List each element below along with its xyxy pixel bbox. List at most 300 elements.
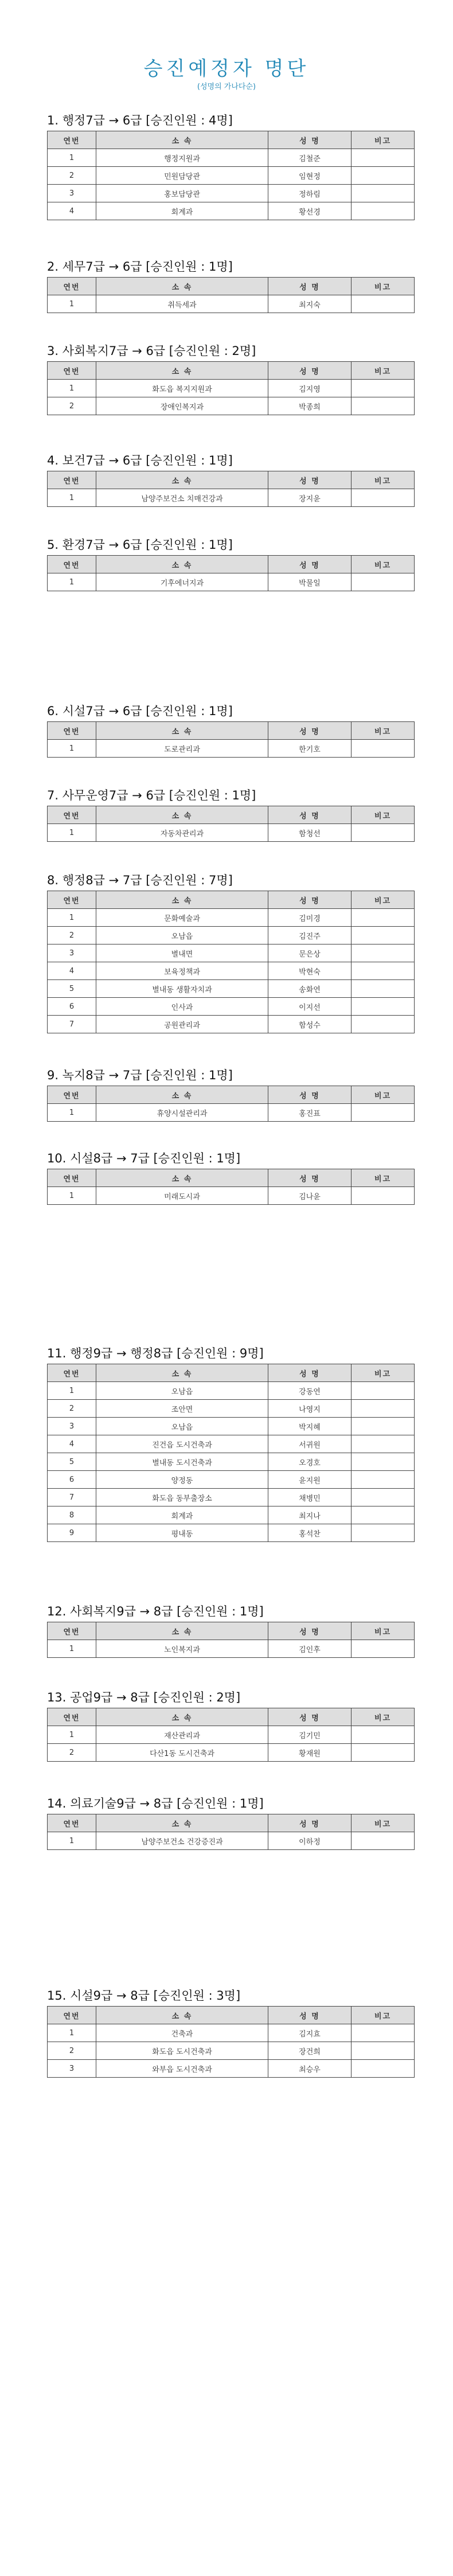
promotion-section [47, 1987, 414, 2078]
section-title: 2. 세무7급 → 6급 [승진인원 : 1명] [47, 260, 233, 274]
cell-note [352, 2042, 415, 2060]
table-row [48, 980, 415, 998]
cell-no: 6 [48, 1471, 96, 1489]
table-row [48, 1726, 415, 1744]
header-name: 성 명 [268, 471, 352, 489]
cell-no: 2 [48, 167, 96, 185]
cell-no: 1 [48, 909, 96, 927]
cell-no: 7 [48, 1489, 96, 1506]
cell-name: 장지윤 [268, 489, 352, 507]
cell-no: 1 [48, 824, 96, 842]
cell-dept: 다산1동 도시건축과 [96, 1744, 268, 1762]
table-row [48, 1400, 415, 1418]
table-row [48, 1832, 415, 1850]
cell-note [352, 1453, 415, 1471]
header-no: 연번 [48, 1364, 96, 1382]
table-row [48, 944, 415, 962]
cell-no: 4 [48, 962, 96, 980]
cell-name: 김인후 [268, 1640, 352, 1658]
promotion-table [47, 1086, 415, 1122]
cell-note [352, 1400, 415, 1418]
cell-note [352, 1524, 415, 1542]
header-no: 연번 [48, 471, 96, 489]
header-no: 연번 [48, 556, 96, 573]
header-dept: 소 속 [96, 1364, 268, 1382]
section-title: 5. 환경7급 → 6급 [승진인원 : 1명] [47, 538, 233, 552]
header-no: 연번 [48, 1814, 96, 1832]
header-no: 연번 [48, 722, 96, 740]
promotion-section [47, 787, 414, 842]
table-row [48, 1489, 415, 1506]
section-title: 3. 사회복지7급 → 6급 [승진인원 : 2명] [47, 344, 256, 358]
header-dept: 소 속 [96, 1708, 268, 1726]
cell-dept: 미래도시과 [96, 1187, 268, 1205]
cell-no: 1 [48, 1187, 96, 1205]
cell-name: 함청선 [268, 824, 352, 842]
table-header-row [48, 471, 415, 489]
table-row [48, 962, 415, 980]
table-row [48, 1382, 415, 1400]
cell-name: 황재원 [268, 1744, 352, 1762]
cell-name: 최승우 [268, 2060, 352, 2078]
header-no: 연번 [48, 1622, 96, 1640]
cell-no: 2 [48, 397, 96, 415]
cell-dept: 자동차관리과 [96, 824, 268, 842]
header-name: 성 명 [268, 1086, 352, 1104]
table-row [48, 1435, 415, 1453]
cell-note [352, 1016, 415, 1033]
header-name: 성 명 [268, 1364, 352, 1382]
promotion-table [47, 2006, 415, 2078]
promotion-section [47, 1689, 414, 1762]
cell-no: 6 [48, 998, 96, 1016]
cell-no: 2 [48, 1400, 96, 1418]
promotion-table [47, 1169, 415, 1205]
header-dept: 소 속 [96, 806, 268, 824]
cell-dept: 남양주보건소 건강증진과 [96, 1832, 268, 1850]
promotion-table [47, 1622, 415, 1658]
cell-name: 송화연 [268, 980, 352, 998]
cell-no: 8 [48, 1506, 96, 1524]
cell-note [352, 909, 415, 927]
promotion-section [47, 112, 414, 220]
section-title: 9. 녹지8급 → 7급 [승진인원 : 1명] [47, 1068, 233, 1082]
table-row [48, 167, 415, 185]
promotion-section [47, 872, 414, 1033]
cell-no: 3 [48, 1418, 96, 1435]
header-name: 성 명 [268, 806, 352, 824]
promotion-section [47, 342, 414, 415]
cell-name: 박현숙 [268, 962, 352, 980]
cell-note [352, 1418, 415, 1435]
cell-no: 1 [48, 1726, 96, 1744]
cell-dept: 도로관리과 [96, 740, 268, 758]
cell-no: 5 [48, 980, 96, 998]
cell-no: 1 [48, 295, 96, 313]
table-row [48, 740, 415, 758]
promotion-table [47, 277, 415, 313]
cell-name: 김지효 [268, 2024, 352, 2042]
header-name: 성 명 [268, 362, 352, 380]
cell-dept: 별내면 [96, 944, 268, 962]
cell-name: 박종희 [268, 397, 352, 415]
cell-dept: 별내동 생활자치과 [96, 980, 268, 998]
header-dept: 소 속 [96, 1622, 268, 1640]
cell-note [352, 149, 415, 167]
cell-note [352, 295, 415, 313]
section-title: 13. 공업9급 → 8급 [승진인원 : 2명] [47, 1691, 241, 1704]
cell-note [352, 944, 415, 962]
header-no: 연번 [48, 2007, 96, 2024]
header-no: 연번 [48, 362, 96, 380]
cell-note [352, 1382, 415, 1400]
table-row [48, 1471, 415, 1489]
cell-dept: 인사과 [96, 998, 268, 1016]
page-title: 승진예정자 명단 [143, 57, 310, 80]
header-note: 비고 [352, 362, 415, 380]
table-header-row [48, 362, 415, 380]
cell-no: 4 [48, 1435, 96, 1453]
table-row [48, 380, 415, 397]
header-name: 성 명 [268, 1814, 352, 1832]
promotion-section [47, 452, 414, 507]
cell-name: 황선경 [268, 202, 352, 220]
table-header-row [48, 1169, 415, 1187]
table-header-row [48, 722, 415, 740]
cell-dept: 별내동 도시건축과 [96, 1453, 268, 1471]
promotion-table [47, 361, 415, 415]
header-dept: 소 속 [96, 471, 268, 489]
cell-no: 1 [48, 1640, 96, 1658]
header-note: 비고 [352, 278, 415, 295]
header-no: 연번 [48, 131, 96, 149]
header-no: 연번 [48, 1708, 96, 1726]
cell-name: 홍진표 [268, 1104, 352, 1122]
cell-no: 1 [48, 380, 96, 397]
cell-name: 김기민 [268, 1726, 352, 1744]
header-name: 성 명 [268, 2007, 352, 2024]
header-name: 성 명 [268, 278, 352, 295]
header-note: 비고 [352, 806, 415, 824]
promotion-section [47, 1345, 414, 1542]
header-note: 비고 [352, 2007, 415, 2024]
cell-dept: 보육정책과 [96, 962, 268, 980]
cell-note [352, 167, 415, 185]
promotion-table [47, 1708, 415, 1762]
header-dept: 소 속 [96, 2007, 268, 2024]
cell-dept: 장애인복지과 [96, 397, 268, 415]
table-row [48, 202, 415, 220]
header-note: 비고 [352, 891, 415, 909]
cell-no: 9 [48, 1524, 96, 1542]
cell-name: 홍석찬 [268, 1524, 352, 1542]
cell-name: 박지혜 [268, 1418, 352, 1435]
table-header-row [48, 556, 415, 573]
cell-no: 1 [48, 1832, 96, 1850]
header-no: 연번 [48, 1169, 96, 1187]
table-row [48, 927, 415, 944]
cell-note [352, 927, 415, 944]
table-header-row [48, 131, 415, 149]
cell-dept: 오남읍 [96, 927, 268, 944]
cell-name: 장건희 [268, 2042, 352, 2060]
cell-no: 1 [48, 2024, 96, 2042]
cell-no: 1 [48, 740, 96, 758]
promotion-section [47, 258, 414, 313]
promotion-section [47, 1067, 414, 1122]
cell-note [352, 2024, 415, 2042]
promotion-table [47, 891, 415, 1033]
header-name: 성 명 [268, 1169, 352, 1187]
header-dept: 소 속 [96, 556, 268, 573]
table-header-row [48, 1364, 415, 1382]
cell-note [352, 962, 415, 980]
cell-dept: 공원관리과 [96, 1016, 268, 1033]
table-header-row [48, 1086, 415, 1104]
cell-note [352, 573, 415, 591]
header-dept: 소 속 [96, 1169, 268, 1187]
section-title: 15. 시설9급 → 8급 [승진인원 : 3명] [47, 1989, 241, 2003]
cell-name: 이하정 [268, 1832, 352, 1850]
header-note: 비고 [352, 556, 415, 573]
header-note: 비고 [352, 1364, 415, 1382]
header-dept: 소 속 [96, 131, 268, 149]
cell-note [352, 740, 415, 758]
header-dept: 소 속 [96, 722, 268, 740]
header-dept: 소 속 [96, 1814, 268, 1832]
section-title: 10. 시설8급 → 7급 [승진인원 : 1명] [47, 1152, 241, 1165]
promotion-section [47, 1603, 414, 1658]
header-dept: 소 속 [96, 362, 268, 380]
cell-dept: 민원담당관 [96, 167, 268, 185]
cell-dept: 조안면 [96, 1400, 268, 1418]
header-note: 비고 [352, 1708, 415, 1726]
cell-name: 임현정 [268, 167, 352, 185]
cell-dept: 와부읍 도시건축과 [96, 2060, 268, 2078]
table-row [48, 1453, 415, 1471]
cell-note [352, 998, 415, 1016]
cell-dept: 회계과 [96, 202, 268, 220]
header-dept: 소 속 [96, 1086, 268, 1104]
table-row [48, 1187, 415, 1205]
header-no: 연번 [48, 1086, 96, 1104]
cell-name: 김철준 [268, 149, 352, 167]
header-no: 연번 [48, 891, 96, 909]
promotion-table [47, 1814, 415, 1850]
cell-dept: 오남읍 [96, 1418, 268, 1435]
header-name: 성 명 [268, 891, 352, 909]
table-row [48, 824, 415, 842]
cell-dept: 홍보담당관 [96, 185, 268, 202]
cell-dept: 문화예술과 [96, 909, 268, 927]
cell-no: 2 [48, 927, 96, 944]
cell-name: 김미경 [268, 909, 352, 927]
cell-no: 3 [48, 185, 96, 202]
cell-name: 박물일 [268, 573, 352, 591]
cell-name: 채병민 [268, 1489, 352, 1506]
cell-note [352, 2060, 415, 2078]
table-header-row [48, 1622, 415, 1640]
cell-no: 4 [48, 202, 96, 220]
table-row [48, 1524, 415, 1542]
header-note: 비고 [352, 131, 415, 149]
cell-no: 2 [48, 2042, 96, 2060]
cell-name: 나영지 [268, 1400, 352, 1418]
cell-name: 윤지원 [268, 1471, 352, 1489]
section-title: 12. 사회복지9급 → 8급 [승진인원 : 1명] [47, 1605, 264, 1618]
table-header-row [48, 278, 415, 295]
cell-note [352, 185, 415, 202]
cell-dept: 화도읍 동부출장소 [96, 1489, 268, 1506]
page-subtitle: (성명의 가나다순) [197, 83, 256, 91]
cell-name: 강동연 [268, 1382, 352, 1400]
cell-note [352, 380, 415, 397]
cell-note [352, 1489, 415, 1506]
cell-note [352, 1640, 415, 1658]
cell-note [352, 1471, 415, 1489]
header-name: 성 명 [268, 1708, 352, 1726]
cell-dept: 진건읍 도시건축과 [96, 1435, 268, 1453]
cell-dept: 평내동 [96, 1524, 268, 1542]
header-note: 비고 [352, 722, 415, 740]
cell-dept: 남양주보건소 치매건강과 [96, 489, 268, 507]
cell-name: 함성수 [268, 1016, 352, 1033]
cell-dept: 휴양시설관리과 [96, 1104, 268, 1122]
cell-no: 5 [48, 1453, 96, 1471]
cell-name: 한기호 [268, 740, 352, 758]
cell-dept: 건축과 [96, 2024, 268, 2042]
table-row [48, 998, 415, 1016]
header-dept: 소 속 [96, 891, 268, 909]
cell-no: 3 [48, 944, 96, 962]
section-title: 1. 행정7급 → 6급 [승진인원 : 4명] [47, 114, 233, 127]
section-title: 7. 사무운영7급 → 6급 [승진인원 : 1명] [47, 789, 256, 802]
cell-name: 이지선 [268, 998, 352, 1016]
header-no: 연번 [48, 806, 96, 824]
table-row [48, 2024, 415, 2042]
cell-name: 오경호 [268, 1453, 352, 1471]
section-title: 14. 의료기술9급 → 8급 [승진인원 : 1명] [47, 1797, 264, 1810]
table-row [48, 1104, 415, 1122]
cell-no: 1 [48, 1382, 96, 1400]
cell-note [352, 824, 415, 842]
cell-name: 최지숙 [268, 295, 352, 313]
table-row [48, 2042, 415, 2060]
header-name: 성 명 [268, 1622, 352, 1640]
cell-dept: 오남읍 [96, 1382, 268, 1400]
header-note: 비고 [352, 1169, 415, 1187]
table-header-row [48, 891, 415, 909]
header-name: 성 명 [268, 131, 352, 149]
cell-no: 2 [48, 1744, 96, 1762]
cell-note [352, 1726, 415, 1744]
cell-no: 3 [48, 2060, 96, 2078]
cell-no: 1 [48, 573, 96, 591]
cell-dept: 취득세과 [96, 295, 268, 313]
cell-dept: 재산관리과 [96, 1726, 268, 1744]
cell-no: 1 [48, 149, 96, 167]
table-header-row [48, 806, 415, 824]
cell-name: 김진주 [268, 927, 352, 944]
cell-name: 김지영 [268, 380, 352, 397]
cell-note [352, 1187, 415, 1205]
cell-note [352, 489, 415, 507]
cell-dept: 회계과 [96, 1506, 268, 1524]
cell-name: 최지나 [268, 1506, 352, 1524]
cell-note [352, 1744, 415, 1762]
promotion-table [47, 806, 415, 842]
table-header-row [48, 1814, 415, 1832]
table-row [48, 295, 415, 313]
promotion-table [47, 131, 415, 220]
cell-note [352, 1832, 415, 1850]
table-row [48, 1640, 415, 1658]
promotion-table [47, 721, 415, 758]
header-note: 비고 [352, 1814, 415, 1832]
cell-dept: 행정지원과 [96, 149, 268, 167]
header-dept: 소 속 [96, 278, 268, 295]
header-name: 성 명 [268, 722, 352, 740]
cell-dept: 화도읍 복지지원과 [96, 380, 268, 397]
promotion-section [47, 1795, 414, 1850]
table-row [48, 1418, 415, 1435]
promotion-section [47, 702, 414, 758]
promotion-table [47, 471, 415, 507]
promotion-table [47, 555, 415, 591]
table-row [48, 909, 415, 927]
promotion-section [47, 1150, 414, 1205]
section-title: 6. 시설7급 → 6급 [승진인원 : 1명] [47, 704, 233, 718]
cell-dept: 노인복지과 [96, 1640, 268, 1658]
section-title: 4. 보건7급 → 6급 [승진인원 : 1명] [47, 454, 233, 467]
cell-note [352, 202, 415, 220]
cell-note [352, 397, 415, 415]
header-name: 성 명 [268, 556, 352, 573]
cell-note [352, 1506, 415, 1524]
promotion-section [47, 536, 414, 591]
section-title: 11. 행정9급 → 행정8급 [승진인원 : 9명] [47, 1346, 264, 1360]
table-row [48, 489, 415, 507]
promotion-table [47, 1364, 415, 1542]
cell-name: 김나윤 [268, 1187, 352, 1205]
table-row [48, 397, 415, 415]
table-row [48, 1506, 415, 1524]
header-note: 비고 [352, 471, 415, 489]
cell-no: 1 [48, 1104, 96, 1122]
header-note: 비고 [352, 1086, 415, 1104]
cell-name: 정하림 [268, 185, 352, 202]
cell-note [352, 1104, 415, 1122]
cell-no: 7 [48, 1016, 96, 1033]
table-row [48, 2060, 415, 2078]
cell-dept: 양정동 [96, 1471, 268, 1489]
table-row [48, 1744, 415, 1762]
table-row [48, 573, 415, 591]
table-row [48, 149, 415, 167]
cell-name: 문은상 [268, 944, 352, 962]
cell-note [352, 980, 415, 998]
table-row [48, 1016, 415, 1033]
table-header-row [48, 2007, 415, 2024]
table-header-row [48, 1708, 415, 1726]
header-note: 비고 [352, 1622, 415, 1640]
cell-note [352, 1435, 415, 1453]
cell-dept: 기후에너지과 [96, 573, 268, 591]
header-no: 연번 [48, 278, 96, 295]
cell-no: 1 [48, 489, 96, 507]
section-title: 8. 행정8급 → 7급 [승진인원 : 7명] [47, 873, 233, 887]
cell-dept: 화도읍 도시건축과 [96, 2042, 268, 2060]
